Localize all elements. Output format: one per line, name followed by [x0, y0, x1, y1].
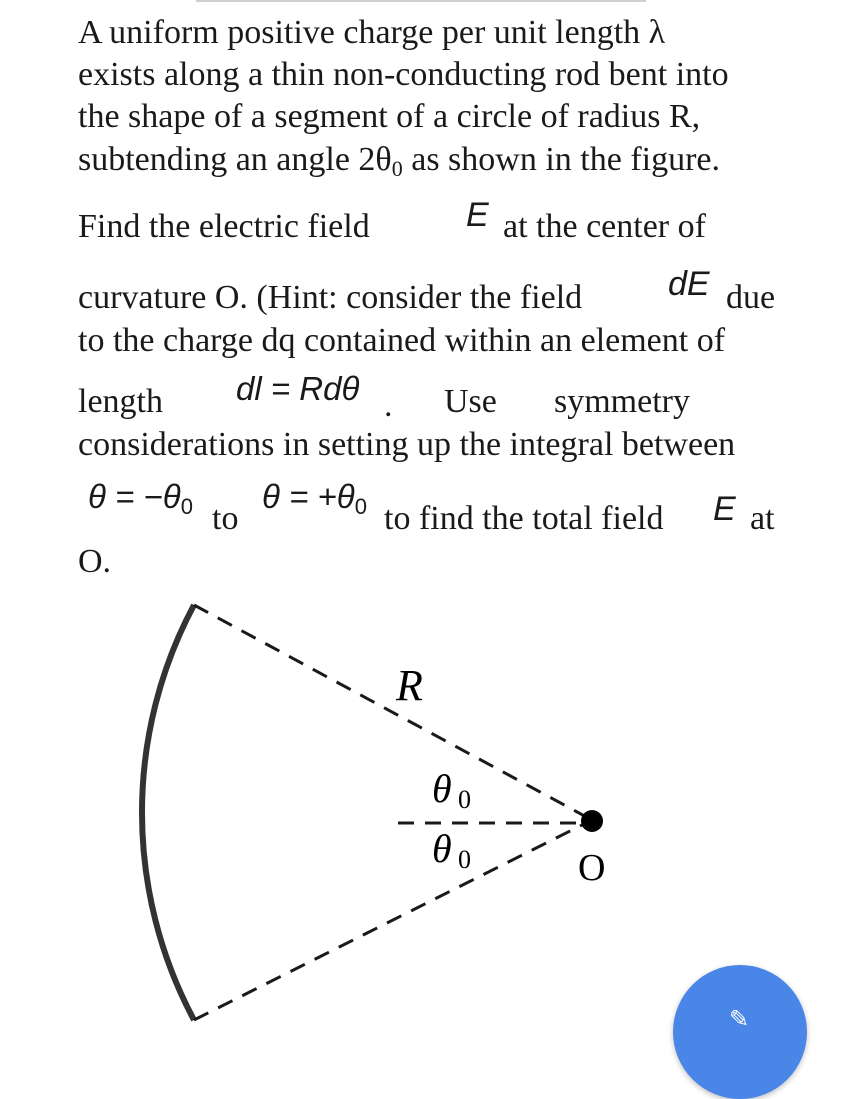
- pencil-icon: ✎: [729, 1005, 750, 1033]
- find-total-text: to find the total field: [384, 500, 664, 537]
- label-R: R: [396, 661, 423, 710]
- edit-fab-button[interactable]: [673, 965, 807, 1099]
- to-text: to: [212, 500, 239, 537]
- theta-lower-limit: $\theta = -\theta_0$: [88, 478, 193, 519]
- total-E-symbol: E: [713, 490, 736, 528]
- length-text: length: [78, 383, 163, 420]
- symmetry-text: symmetry: [554, 383, 690, 420]
- field-E-symbol: E: [466, 196, 489, 234]
- at-text: at: [750, 500, 775, 537]
- label-theta-bottom-sub: 0: [458, 845, 471, 874]
- label-theta-top-sub: 0: [458, 785, 471, 814]
- find-field-text: Find the electric field: [78, 208, 370, 245]
- final-O-text: O.: [78, 543, 112, 580]
- theta-upper-limit: $\theta = +\theta_0$: [262, 478, 367, 519]
- label-theta-bottom: θ: [432, 826, 452, 871]
- use-text: Use: [444, 383, 497, 420]
- upper-radius-line: [194, 605, 592, 820]
- due-text: due: [726, 279, 776, 316]
- label-O: O: [578, 847, 606, 889]
- problem-line-2: exists along a thin non-conducting rod bent into: [78, 56, 729, 93]
- problem-line-4: subtending an angle $2\theta_0$ as shown in the figure.: [78, 141, 721, 181]
- problem-line-3: the shape of a segment of a circle of radius R,: [78, 98, 701, 135]
- label-theta-top: θ: [432, 766, 452, 811]
- considerations-text: considerations in setting up the integral between: [78, 426, 736, 463]
- dl-formula: dl = Rdθ: [236, 370, 360, 407]
- formula-dot: .: [384, 387, 393, 424]
- problem-line-1: A uniform positive charge per unit length λ: [78, 14, 666, 51]
- center-of-text: at the center of: [503, 208, 706, 245]
- center-point-O: [581, 810, 603, 832]
- lower-radius-line: [194, 820, 592, 1020]
- dE-symbol: dE: [668, 265, 710, 303]
- to-the-charge-text: to the charge dq contained within an element of: [78, 322, 726, 359]
- curvature-text: curvature O. (Hint: consider the field: [78, 279, 583, 316]
- charged-rod-arc: [142, 605, 194, 1020]
